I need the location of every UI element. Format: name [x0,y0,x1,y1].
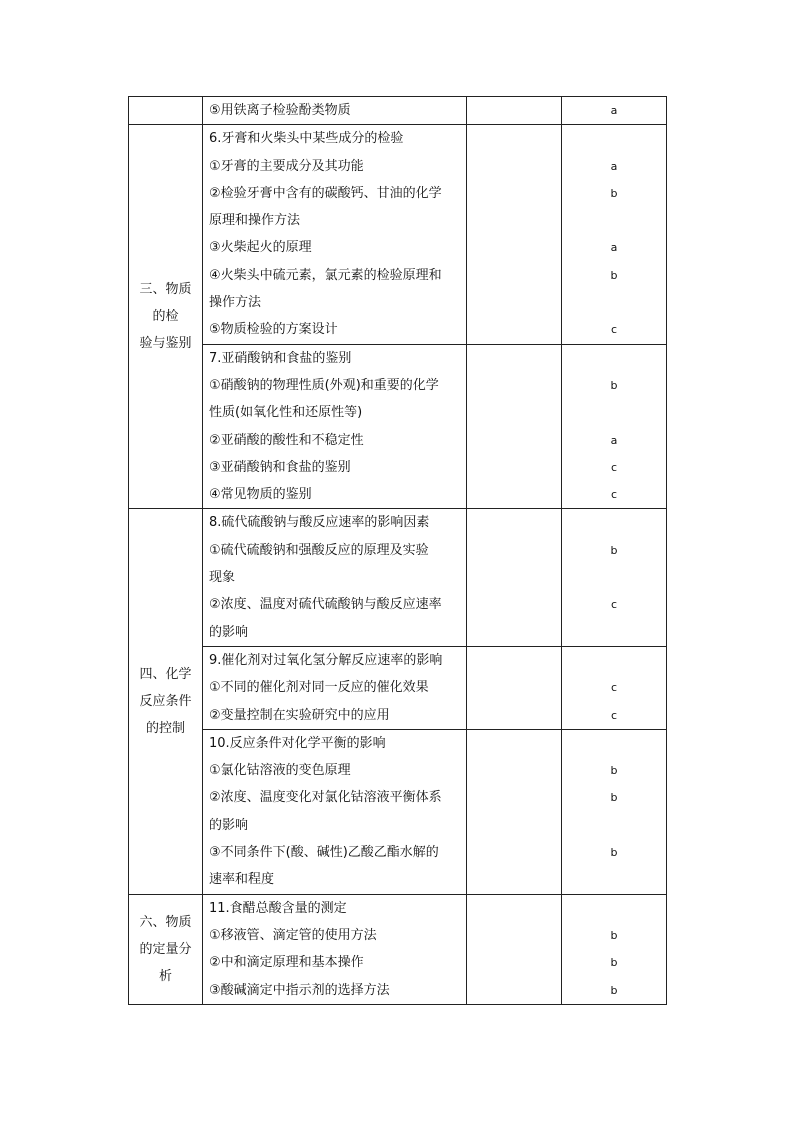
content-line: 的影响 [209,624,249,640]
level-value [562,647,666,674]
level-value [562,730,666,757]
content-line: ②亚硝酸的酸性和不稳定性 [209,432,364,448]
level-value: b [610,186,618,200]
level-value: a [610,433,618,447]
content-line: ①硫代硫酸钠和强酸反应的原理及实验 [209,542,429,558]
table-row [129,646,667,729]
level-value: c [610,460,618,474]
level-value [562,509,666,536]
content-line: ④火柴头中硫元素，氯元素的检验原理和 [209,267,442,283]
content-line: ②检验牙膏中含有的碳酸钙、甘油的化学 [209,185,442,201]
blank-cell [467,646,562,729]
level-value: c [610,598,618,612]
blank-cell [467,344,562,509]
content-line: 7.亚硝酸钠和食盐的鉴别 [209,350,352,366]
content-line: 11.食醋总酸含量的测定 [209,900,347,916]
content-line: ⑤物质检验的方案设计 [209,322,338,338]
level-cell [562,646,667,729]
requirements-table [128,96,667,1005]
level-value: a [610,104,618,117]
level-value [562,866,666,893]
table-row [129,97,667,125]
content-cell [203,729,467,894]
level-value: a [610,159,618,173]
category-label-line: 的控制 [145,721,185,737]
level-value: b [610,956,618,970]
level-cell [562,344,667,509]
level-cell [562,509,667,646]
content-line: ①移液管、滴定管的使用方法 [209,927,377,943]
category-label-line: 验与鉴别 [139,336,192,352]
content-line: ①不同的催化剂对同一反应的催化效果 [209,680,429,696]
requirements-table-body [129,97,667,1005]
level-value [562,895,666,922]
content-line: ③亚硝酸钠和食盐的鉴别 [209,459,351,475]
level-value: b [610,846,618,860]
level-value [562,399,666,426]
level-cell [562,729,667,894]
content-line: ②浓度、温度对硫代硫酸钠与酸反应速率 [209,597,442,613]
level-value [562,125,666,152]
content-line: 10.反应条件对化学平衡的影响 [209,735,386,751]
content-line: 原理和操作方法 [209,213,301,229]
category-label-line: 的检 [152,309,179,325]
level-value [562,207,666,234]
category-label-line: 析 [158,968,172,984]
table-row [129,344,667,509]
content-line: ⑤用铁离子检验酚类物质 [209,103,351,118]
category-label-line: 反应条件 [139,694,192,710]
content-line: 的影响 [209,817,249,833]
level-value: c [610,323,618,337]
content-line: ③酸碱滴定中指示剂的选择方法 [209,982,390,998]
level-value: b [610,543,618,557]
content-line: ②浓度、温度变化对氯化钴溶液平衡体系 [209,790,442,806]
blank-cell [467,729,562,894]
content-cell [203,344,467,509]
content-cell [203,125,467,344]
level-value: b [610,378,618,392]
content-line: 现象 [209,570,236,586]
blank-cell [467,509,562,646]
category-label-line: 的定量分 [139,941,192,957]
blank-cell [467,894,562,1004]
content-line: ②变量控制在实验研究中的应用 [209,707,390,723]
content-line: 速率和程度 [209,872,275,888]
category-cell [129,125,203,509]
level-value: b [610,983,618,997]
level-value [562,564,666,591]
blank-cell [467,97,562,125]
table-row [129,509,667,646]
content-line: ①氯化钴溶液的变色原理 [209,763,351,779]
category-cell [129,97,203,125]
level-value [562,619,666,646]
level-cell [562,97,667,125]
content-cell [203,894,467,1004]
level-value: b [610,764,618,778]
level-value: b [610,928,618,942]
level-value [562,345,666,372]
level-value: b [610,791,618,805]
blank-cell [467,125,562,344]
level-value: a [610,241,618,255]
content-line: ③火柴起火的原理 [209,240,312,256]
table-row [129,125,667,344]
content-line: 8.硫代硫酸钠与酸反应速率的影响因素 [209,515,430,531]
content-cell [203,97,467,125]
content-line: ②中和滴定原理和基本操作 [209,955,364,971]
table-row [129,894,667,1004]
content-line: 性质(如氧化性和还原性等) [209,405,363,421]
level-cell [562,125,667,344]
content-line: ①硝酸钠的物理性质(外观)和重要的化学 [209,377,439,393]
content-line: ④常见物质的鉴别 [209,487,312,503]
level-value: c [610,488,618,502]
category-label-line: 四、化学 [139,667,192,683]
level-value [562,812,666,839]
category-cell [129,509,203,894]
level-value [562,289,666,316]
content-line: ①牙膏的主要成分及其功能 [209,158,364,174]
content-line: 6.牙膏和火柴头中某些成分的检验 [209,131,404,147]
category-cell [129,894,203,1004]
level-value: c [610,708,618,722]
category-label-line: 三、物质 [139,282,192,298]
content-line: ③不同条件下(酸、碱性)乙酸乙酯水解的 [209,845,439,861]
level-value: c [610,681,618,695]
content-cell [203,646,467,729]
content-cell [203,509,467,646]
category-label-line: 六、物质 [139,914,192,930]
level-cell [562,894,667,1004]
content-line: 9.催化剂对过氧化氢分解反应速率的影响 [209,652,443,668]
table-row [129,729,667,894]
content-line: 操作方法 [209,295,262,311]
level-value: b [610,268,618,282]
